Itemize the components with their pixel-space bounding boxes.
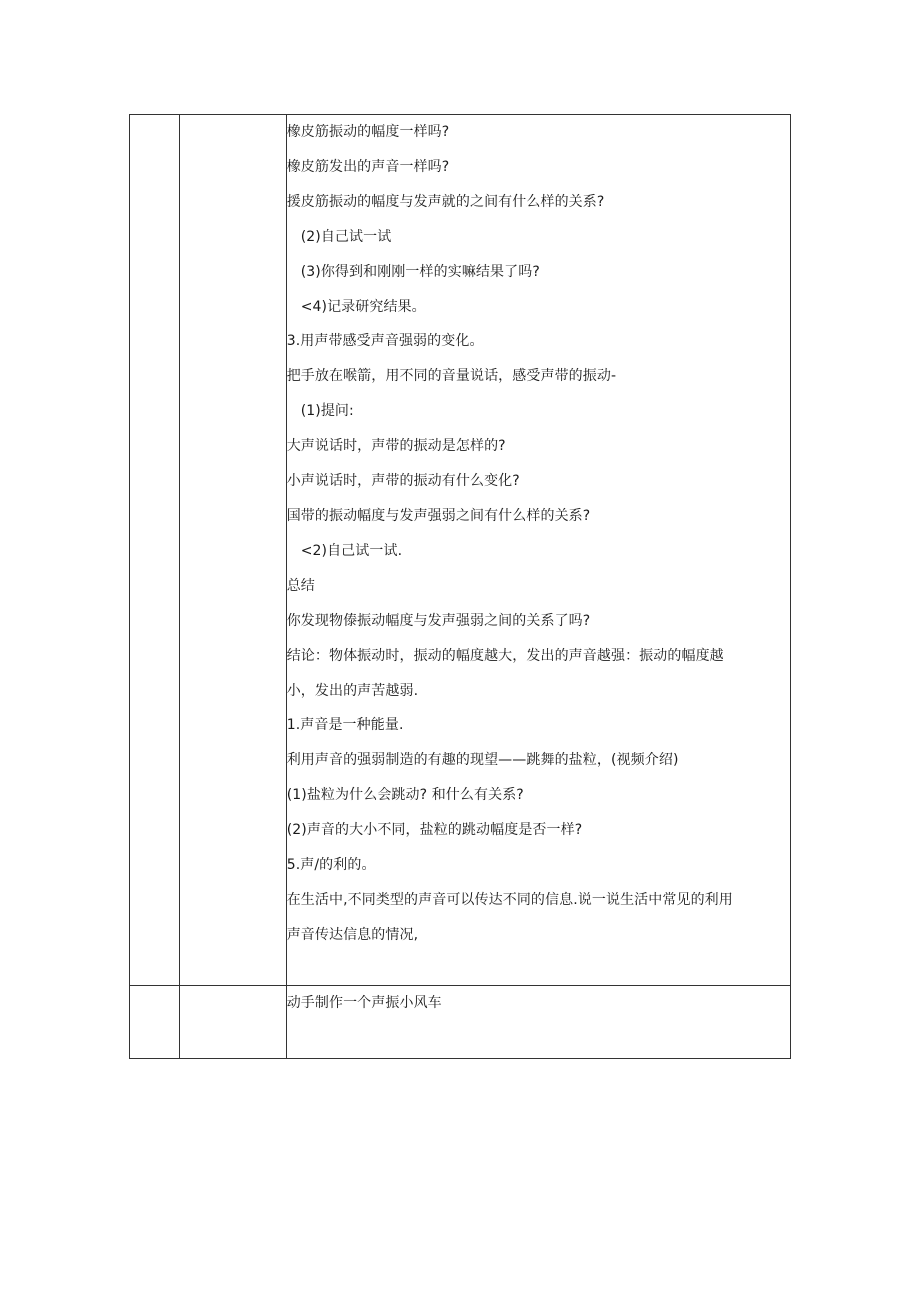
text-line: 橡皮筋发出的声音一样吗? bbox=[286, 158, 450, 175]
text-line: 援皮筋振动的幅度与发声就的之间有什么样的关系? bbox=[286, 193, 605, 210]
text-line: 橡皮筋振动的幅度一样吗? bbox=[286, 124, 450, 140]
text-line: (1)盐粒为什么会跳动? 和什么有关系? bbox=[286, 787, 524, 804]
text-line: 小声说话时，声带的振动有什么变化? bbox=[286, 473, 520, 490]
content-cell bbox=[286, 115, 790, 986]
empty-cell bbox=[130, 115, 180, 986]
text-line: 3.用声带感受声音强弱的变化。 bbox=[286, 333, 484, 350]
text-line: 1.声音是一种能量. bbox=[286, 717, 404, 734]
empty-cell bbox=[180, 986, 286, 1059]
text-line: <4)记录研究结果。 bbox=[300, 298, 426, 315]
table-row bbox=[130, 986, 791, 1059]
empty-cell bbox=[130, 986, 180, 1059]
text-line: 把手放在喉箭，用不同的音量说话，感受声带的振动- bbox=[286, 368, 617, 385]
text-line: 你发现物傣振动幅度与发声强弱之间的关系了吗? bbox=[286, 612, 591, 629]
text-line: 小，发出的声苦越弱. bbox=[286, 682, 419, 699]
empty-cell bbox=[180, 115, 286, 986]
text-line: 结论：物体振动时，振动的幅度越大，发出的声音越强：振动的幅度越 bbox=[286, 647, 724, 664]
text-line: 国带的振动幅度与发声强弱之间有什么样的关系? bbox=[286, 507, 591, 524]
content-lines bbox=[287, 115, 790, 953]
text-line: 大声说话时，声带的振动是怎样的? bbox=[286, 438, 506, 455]
text-line: 利用声音的强弱制造的有趣的现望——跳舞的盐粒，(视频介绍) bbox=[286, 752, 679, 769]
content-cell bbox=[286, 986, 790, 1059]
text-line: 声音传达信息的情况, bbox=[286, 926, 419, 943]
text-line: 在生活中,不同类型的声音可以传达不同的信息.说一说生活中常见的利用 bbox=[286, 891, 733, 908]
text-line: (1)提问: bbox=[300, 403, 354, 420]
table-row bbox=[130, 115, 791, 986]
text-line: 总结 bbox=[286, 577, 315, 594]
extra-activity-text: 动手制作一个声振小风车 bbox=[286, 995, 442, 1011]
text-line: <2)自己试一试. bbox=[300, 542, 403, 559]
text-line: (2)自己试一试 bbox=[300, 228, 392, 245]
lesson-plan-table bbox=[129, 114, 791, 1059]
text-line: 5.声/的利的。 bbox=[286, 857, 376, 874]
text-line: (3)你得到和刚刚一样的实嘛结果了吗? bbox=[300, 263, 540, 280]
text-line: (2)声音的大小不同，盐粒的跳动幅度是否一样? bbox=[286, 822, 583, 839]
